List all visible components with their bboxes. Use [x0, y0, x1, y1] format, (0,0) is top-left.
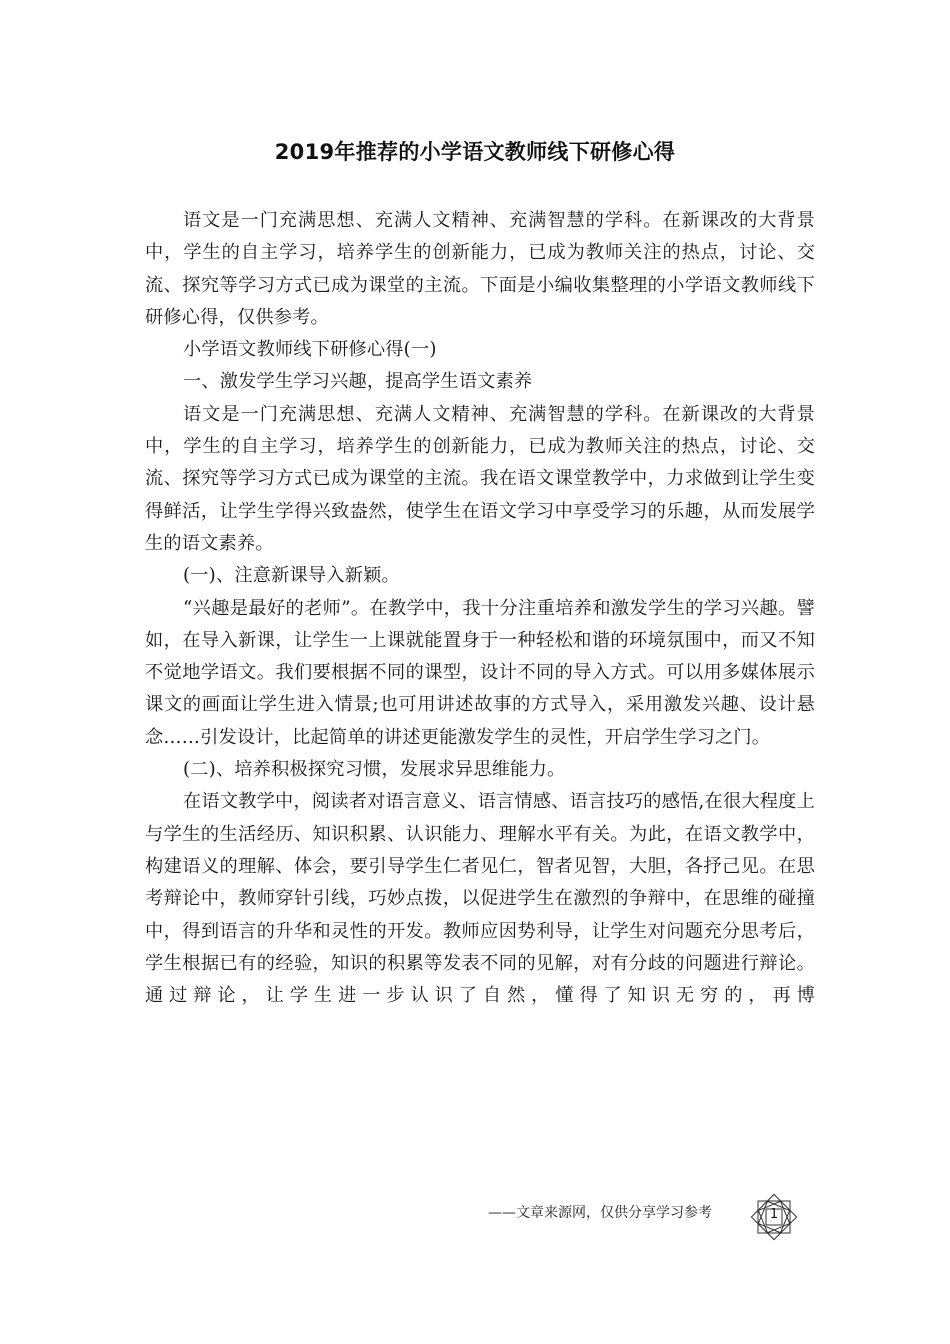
- paragraph-inquiry: 在语文教学中，阅读者对语言意义、语言情感、语言技巧的感悟,在很大程度上与学生的生活经历、知识积累、认识能力、理解水平有关。为此，在语文教学中，构建语义的理解、体会，要引导学生仁者见仁，智者见智，大胆，各抒己见。在思考辩论中，教师穿针引线，巧妙点拨，以促进学生在激烈的争辩中，在思维的碰撞中，得到语言的升华和灵性的开发。教师应因势利导，让学生对问题充分思考后，学生根据已有的经验，知识的积累等发表不同的见解，对有分歧的问题进行辩论。通过辩论，让学生进一步认识了自然，懂得了知识无穷的，再博: [145, 791, 815, 1007]
- subheading-inquiry: (二)、培养积极探究习惯，发展求异思维能力。: [183, 759, 566, 781]
- paragraph-new-lesson: “兴趣是最好的老师”。在教学中，我十分注重培养和激发学生的学习兴趣。譬如，在导入新课，让学生一上课就能置身于一种轻松和谐的环境氛围中，而又不知不觉地学语文。我们要根据不同的课型，设计不同的导入方式。可以用多媒体展示课文的画面让学生进入情景;也可用讲述故事的方式导入，采用激发兴趣、设计悬念……引发设计，比起简单的讲述更能激发学生的灵性，开启学生学习之门。: [145, 597, 815, 748]
- document-body: [145, 205, 815, 1012]
- subheading-new-lesson: (一)、注意新课导入新颖。: [183, 565, 400, 587]
- document-title: 2019年推荐的小学语文教师线下研修心得: [274, 140, 676, 164]
- page-number: 1: [769, 1207, 779, 1222]
- paragraph-interest: 语文是一门充满思想、充满人文精神、充满智慧的学科。在新课改的大背景中，学生的自主学习，培养学生的创新能力，已成为教师关注的热点，讨论、交流、探究等学习方式已成为课堂的主流。我在语文课堂教学中，力求做到让学生变得鲜活，让学生学得兴致盎然，使学生在语文学习中享受学习的乐趣，从而发展学生的语文素养。: [145, 403, 815, 554]
- subheading-1: 一、激发学生学习兴趣，提高学生语文素养: [183, 371, 533, 393]
- page-number-badge: [748, 1191, 800, 1243]
- footer-source: ——文章来源网，仅供分享学习参考: [488, 1205, 712, 1221]
- section-heading: 小学语文教师线下研修心得(一): [183, 339, 437, 361]
- paragraph-intro: 语文是一门充满思想、充满人文精神、充满智慧的学科。在新课改的大背景中，学生的自主学习，培养学生的创新能力，已成为教师关注的热点，讨论、交流、探究等学习方式已成为课堂的主流。下面是小编收集整理的小学语文教师线下研修心得，仅供参考。: [145, 210, 815, 328]
